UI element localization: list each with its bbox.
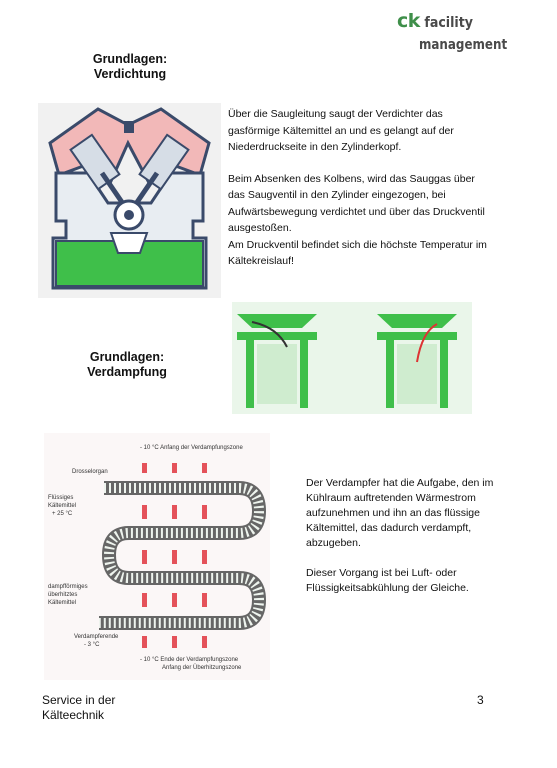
label-vapor-1: dampfförmiges: [48, 584, 88, 590]
label-bottom-1: - 10 °C Ende der Verdampfungszone: [140, 657, 239, 663]
label-fluid-3: + 25 °C: [52, 511, 73, 517]
evaporation-paragraph-1: Der Verdampfer hat die Aufgabe, den im Kühlraum auftretenden Wärmestrom aufzunehmen und ihn an das flüssige Kältemittel, das dadurch verdampft, abzugeben.: [306, 477, 494, 549]
evaporation-text: [306, 476, 496, 611]
label-end-1: Verdampferende: [74, 634, 119, 640]
logo-line2: management: [419, 37, 508, 53]
compression-paragraph-1: Über die Saugleitung saugt der Verdichter das gasförmige Kältemittel an und es gelangt auf der Niederdruckseite in den Zylinderkopf.: [228, 108, 454, 153]
page-number: 3: [477, 693, 484, 707]
label-top: - 10 °C Anfang der Verdampfungszone: [140, 445, 243, 451]
heading-evaporation-line1: Grundlagen:: [89, 350, 165, 364]
heading-evaporation: [72, 350, 182, 380]
valve-illustration: [232, 302, 472, 414]
compression-text: [228, 106, 490, 285]
footer-line2: Kälteechnik: [42, 708, 105, 722]
compressor-illustration: [38, 103, 221, 298]
logo-brand: ck: [397, 10, 420, 32]
label-vapor-2: überhitztes: [48, 592, 78, 598]
label-fluid-1: Flüssiges: [48, 495, 74, 501]
label-vapor-3: Kältemittel: [48, 600, 77, 606]
heading-compression: [75, 52, 185, 82]
heading-compression-line2: Verdichtung: [93, 67, 167, 81]
evaporator-diagram: [44, 433, 270, 680]
logo-line1: facility: [424, 15, 473, 31]
label-end-2: - 3 °C: [84, 642, 100, 648]
footer: [42, 693, 192, 723]
label-fluid-2: Kältemittel: [48, 503, 77, 509]
evaporation-paragraph-2: Dieser Vorgang ist bei Luft- oder Flüssigkeitsabkühlung der Gleiche.: [306, 567, 469, 594]
heading-compression-line1: Grundlagen:: [92, 52, 168, 66]
label-drossel: Drosselorgan: [72, 469, 108, 475]
heading-evaporation-line2: Verdampfung: [87, 365, 167, 379]
compression-paragraph-2: Beim Absenken des Kolbens, wird das Sauggas über das Saugventil in den Zylinder eingezogen, bei Aufwärtsbewegung verdichtet und über das Druckventil ausgestoßen.: [228, 172, 485, 234]
footer-line1: Service in der: [42, 693, 116, 707]
company-logo: [397, 10, 547, 60]
compression-paragraph-3: Am Druckventil befindet sich die höchste Temperatur im Kältekreislauf!: [228, 238, 487, 267]
label-bottom-2: Anfang der Überhitzungszone: [162, 665, 242, 671]
